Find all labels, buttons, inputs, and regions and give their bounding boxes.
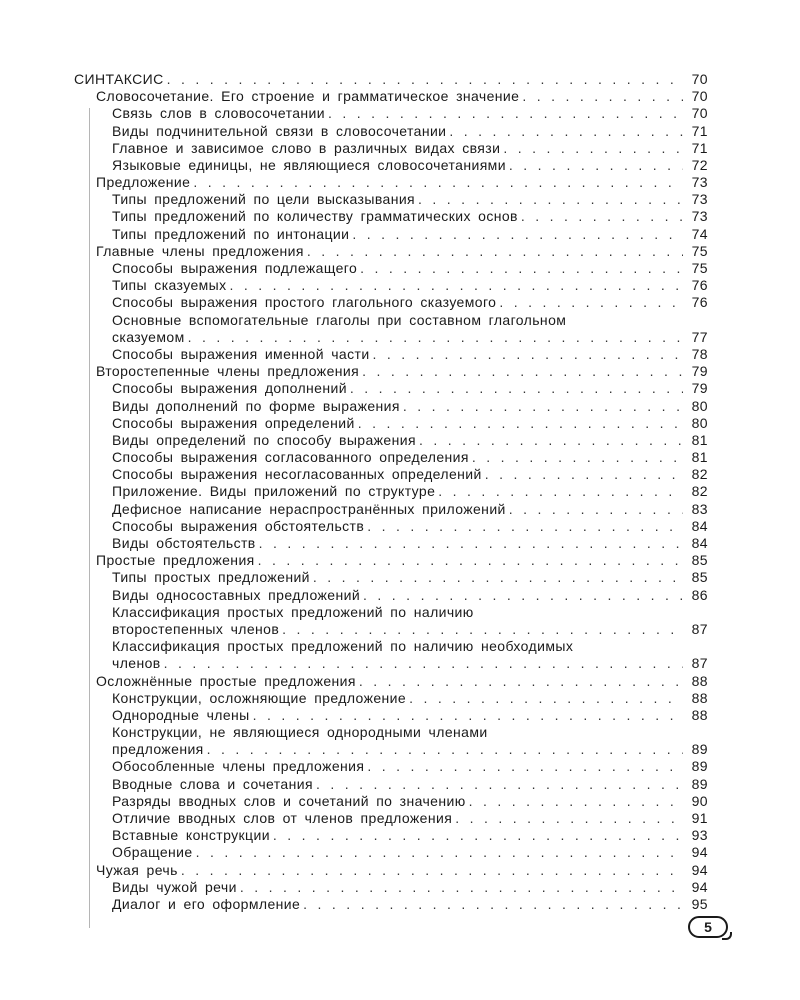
toc-item-entry[interactable] xyxy=(74,157,708,174)
dot-leader xyxy=(367,518,683,535)
toc-section-entry[interactable] xyxy=(74,673,708,690)
toc-section-entry[interactable] xyxy=(74,862,708,879)
dot-leader xyxy=(509,501,683,518)
dot-leader xyxy=(167,71,683,88)
toc-item-title: Способы выражения определений xyxy=(112,414,355,431)
toc-item-page: 90 xyxy=(691,792,708,809)
toc-item-title-continued: членов xyxy=(112,655,161,672)
toc-item-page: 80 xyxy=(691,397,708,414)
toc-item-entry[interactable] xyxy=(74,123,708,140)
toc-section-title: Главные члены предложения xyxy=(96,242,304,259)
dot-leader xyxy=(418,191,683,208)
toc-item-entry[interactable] xyxy=(74,690,708,707)
dot-leader xyxy=(449,123,683,140)
dot-leader xyxy=(258,552,683,569)
toc-item-page: 79 xyxy=(691,380,708,397)
toc-item-title: Способы выражения подлежащего xyxy=(112,260,358,277)
toc-section-page: 88 xyxy=(691,672,708,689)
dot-leader xyxy=(307,243,683,260)
toc-item-entry[interactable] xyxy=(74,466,708,483)
dot-leader xyxy=(472,449,683,466)
toc-item-page: 89 xyxy=(691,758,708,775)
toc-item-title: Главное и зависимое слово в различных видах связи xyxy=(112,139,501,156)
toc-item-page: 84 xyxy=(691,517,708,534)
toc-item-page: 73 xyxy=(691,191,708,208)
toc-item-entry[interactable] xyxy=(74,191,708,208)
dot-leader xyxy=(359,673,683,690)
dot-leader xyxy=(328,105,683,122)
toc-section-page: 94 xyxy=(691,861,708,878)
toc-item-page: 76 xyxy=(691,277,708,294)
toc-item-title: Дефисное написание нераспространённых приложений xyxy=(112,500,506,517)
toc-section-page: 73 xyxy=(691,174,708,191)
dot-leader xyxy=(313,569,683,586)
toc-item-entry[interactable] xyxy=(74,501,708,518)
toc-item-entry[interactable] xyxy=(74,879,708,896)
toc-item-page: 85 xyxy=(691,569,708,586)
toc-item-page: 94 xyxy=(691,878,708,895)
page-number: 5 xyxy=(704,919,712,935)
dot-leader xyxy=(253,707,683,724)
toc-item-entry[interactable] xyxy=(74,896,708,913)
toc-item-title: Типы предложений по цели высказывания xyxy=(112,191,416,208)
toc-item-entry[interactable] xyxy=(74,294,708,311)
dot-leader xyxy=(409,690,683,707)
toc-item-page: 76 xyxy=(691,294,708,311)
dot-leader xyxy=(503,140,683,157)
toc-item-title: Отличие вводных слов от членов предложения xyxy=(112,810,453,827)
toc-section-title: Второстепенные члены предложения xyxy=(96,363,360,380)
toc-item-title: Классификация простых предложений по наличию xyxy=(112,603,474,620)
toc-item-page: 94 xyxy=(691,844,708,861)
dot-leader xyxy=(499,294,683,311)
toc-item-entry[interactable] xyxy=(74,415,708,432)
dot-leader xyxy=(181,862,683,879)
toc-item-page: 89 xyxy=(691,775,708,792)
dot-leader xyxy=(403,398,683,415)
toc-item-title: Однородные члены xyxy=(112,706,250,723)
toc-root-entry[interactable] xyxy=(74,71,708,88)
toc-item-entry[interactable] xyxy=(74,587,708,604)
toc-item-title: Разряды вводных слов и сочетаний по значению xyxy=(112,792,466,809)
toc-item-title: Приложение. Виды приложений по структуре xyxy=(112,483,436,500)
toc-item-title: Виды обстоятельств xyxy=(112,535,256,552)
toc-item-entry[interactable] xyxy=(74,260,708,277)
dot-leader xyxy=(358,415,683,432)
toc-item-entry[interactable] xyxy=(74,449,708,466)
toc-item-entry[interactable] xyxy=(74,209,708,226)
toc-item-title: Классификация простых предложений по наличию необходимых xyxy=(112,638,574,655)
toc-sections xyxy=(74,88,708,913)
dot-leader xyxy=(469,793,683,810)
toc-item-page: 84 xyxy=(691,535,708,552)
dot-leader xyxy=(363,587,683,604)
toc-item-page: 75 xyxy=(691,260,708,277)
toc-item-title: Конструкции, не являющиеся однородными членами xyxy=(112,724,488,741)
toc-item-title: Вставные конструкции xyxy=(112,827,270,844)
toc-item-page: 78 xyxy=(691,345,708,362)
toc-item-page: 87 xyxy=(691,655,708,672)
toc-item-page: 73 xyxy=(691,208,708,225)
toc-section-entry[interactable] xyxy=(74,363,708,380)
toc-item-title: Обособленные члены предложения xyxy=(112,758,365,775)
toc-item-page: 71 xyxy=(691,122,708,139)
toc-section-entry[interactable] xyxy=(74,552,708,569)
dot-leader xyxy=(273,827,683,844)
toc-section-title: Осложнённые простые предложения xyxy=(96,672,356,689)
toc-item-page: 83 xyxy=(691,500,708,517)
toc-item-page: 80 xyxy=(691,414,708,431)
dot-leader xyxy=(438,483,683,500)
toc-item-page: 81 xyxy=(691,449,708,466)
dot-leader xyxy=(196,844,683,861)
toc-item-entry[interactable] xyxy=(74,827,708,844)
toc-item-title: Виды подчинительной связи в словосочетании xyxy=(112,122,447,139)
page-number-badge xyxy=(688,916,728,938)
dot-leader xyxy=(282,621,683,638)
dot-leader xyxy=(367,758,683,775)
dot-leader xyxy=(240,879,683,896)
toc-item-title: Языковые единицы, не являющиеся словосочетаниями xyxy=(112,156,506,173)
toc-section-page: 75 xyxy=(691,242,708,259)
dot-leader xyxy=(419,432,683,449)
dot-leader xyxy=(521,208,683,225)
toc-item-title-continued: предложения xyxy=(112,741,204,758)
toc-item-entry[interactable] xyxy=(74,484,708,501)
toc-item-title: Типы предложений по количеству грамматических основ xyxy=(112,208,518,225)
toc-item-page: 88 xyxy=(691,689,708,706)
dot-leader xyxy=(193,174,683,191)
toc-item-title: Связь слов в словосочетании xyxy=(112,105,325,122)
toc-entry-title: СИНТАКСИС xyxy=(74,70,164,87)
toc-item-entry[interactable] xyxy=(74,569,708,586)
toc-item-title: Конструкции, осложняющие предложение xyxy=(112,689,407,706)
toc-item-entry[interactable] xyxy=(74,140,708,157)
dot-leader xyxy=(485,466,683,483)
toc-section-entry[interactable] xyxy=(74,88,708,105)
toc-item-entry[interactable] xyxy=(74,810,708,827)
toc-item-entry[interactable] xyxy=(74,277,708,294)
dot-leader xyxy=(303,896,683,913)
toc-item-entry[interactable] xyxy=(74,776,708,793)
toc-item-title: Виды односоставных предложений xyxy=(112,586,361,603)
toc-item-title: Диалог и его оформление xyxy=(112,895,301,912)
section-group-rule xyxy=(89,882,90,928)
toc-item-entry[interactable] xyxy=(74,226,708,243)
toc-item-page: 72 xyxy=(691,156,708,173)
toc-item-entry[interactable] xyxy=(74,759,708,776)
toc-item-page: 95 xyxy=(691,895,708,912)
dot-leader xyxy=(509,157,683,174)
toc-item-entry[interactable] xyxy=(74,535,708,552)
dot-leader xyxy=(230,277,683,294)
dot-leader xyxy=(164,655,683,672)
toc-item-title: Типы простых предложений xyxy=(112,569,310,586)
dot-leader xyxy=(455,810,683,827)
toc-item-entry[interactable] xyxy=(74,346,708,363)
toc-item-page: 93 xyxy=(691,827,708,844)
toc-item-page: 71 xyxy=(691,139,708,156)
toc-item-page: 81 xyxy=(691,431,708,448)
toc-section-title: Простые предложения xyxy=(96,552,255,569)
toc-item-title: Способы выражения дополнений xyxy=(112,380,347,397)
dot-leader xyxy=(188,329,683,346)
toc-item-entry[interactable] xyxy=(74,518,708,535)
toc-item-page: 89 xyxy=(691,741,708,758)
toc-section-title: Чужая речь xyxy=(96,861,178,878)
toc-item-title: Способы выражения согласованного определения xyxy=(112,449,469,466)
toc-item-entry[interactable] xyxy=(74,724,708,758)
toc-item-title: Основные вспомогательные глаголы при составном глагольном xyxy=(112,311,567,328)
toc-section-page: 79 xyxy=(691,363,708,380)
toc-item-entry[interactable] xyxy=(74,638,708,672)
dot-leader xyxy=(316,776,683,793)
toc-item-entry[interactable] xyxy=(74,398,708,415)
toc-item-title-continued: сказуемом xyxy=(112,328,185,345)
toc-item-page: 70 xyxy=(691,105,708,122)
toc-item-page: 74 xyxy=(691,225,708,242)
toc-item-entry[interactable] xyxy=(74,105,708,122)
toc-entry-page: 70 xyxy=(691,70,708,87)
dot-leader xyxy=(352,226,683,243)
toc-item-entry[interactable] xyxy=(74,604,708,638)
toc-item-page: 87 xyxy=(691,620,708,637)
toc-item-page: 82 xyxy=(691,466,708,483)
toc-item-page: 86 xyxy=(691,586,708,603)
table-of-contents xyxy=(74,71,708,913)
toc-section-title: Предложение xyxy=(96,174,191,191)
toc-section-entry[interactable] xyxy=(74,243,708,260)
toc-item-title-continued: второстепенных членов xyxy=(112,620,280,637)
dot-leader xyxy=(373,346,683,363)
toc-item-title: Виды чужой речи xyxy=(112,878,237,895)
toc-item-entry[interactable] xyxy=(74,707,708,724)
toc-item-title: Способы выражения именной части xyxy=(112,345,370,362)
toc-item-title: Способы выражения обстоятельств xyxy=(112,517,365,534)
toc-item-entry[interactable] xyxy=(74,380,708,397)
toc-section-page: 70 xyxy=(691,88,708,105)
toc-item-entry[interactable] xyxy=(74,432,708,449)
toc-item-title: Виды определений по способу выражения xyxy=(112,431,416,448)
toc-item-entry[interactable] xyxy=(74,312,708,346)
dot-leader xyxy=(522,88,683,105)
dot-leader xyxy=(360,260,683,277)
toc-section-title: Словосочетание. Его строение и грамматическое значение xyxy=(96,88,520,105)
toc-section-page: 85 xyxy=(691,552,708,569)
toc-item-page: 91 xyxy=(691,810,708,827)
toc-item-page: 77 xyxy=(691,328,708,345)
dot-leader xyxy=(350,380,683,397)
dot-leader xyxy=(207,741,683,758)
toc-item-page: 88 xyxy=(691,706,708,723)
toc-item-entry[interactable] xyxy=(74,844,708,861)
dot-leader xyxy=(362,363,683,380)
toc-item-entry[interactable] xyxy=(74,793,708,810)
toc-section-entry[interactable] xyxy=(74,174,708,191)
toc-item-title: Способы выражения несогласованных определений xyxy=(112,466,482,483)
toc-item-title: Вводные слова и сочетания xyxy=(112,775,313,792)
toc-item-title: Типы предложений по интонации xyxy=(112,225,350,242)
toc-item-title: Способы выражения простого глагольного сказуемого xyxy=(112,294,497,311)
toc-item-title: Обращение xyxy=(112,844,193,861)
dot-leader xyxy=(259,535,683,552)
toc-item-title: Типы сказуемых xyxy=(112,277,227,294)
toc-item-page: 82 xyxy=(691,483,708,500)
toc-item-title: Виды дополнений по форме выражения xyxy=(112,397,400,414)
